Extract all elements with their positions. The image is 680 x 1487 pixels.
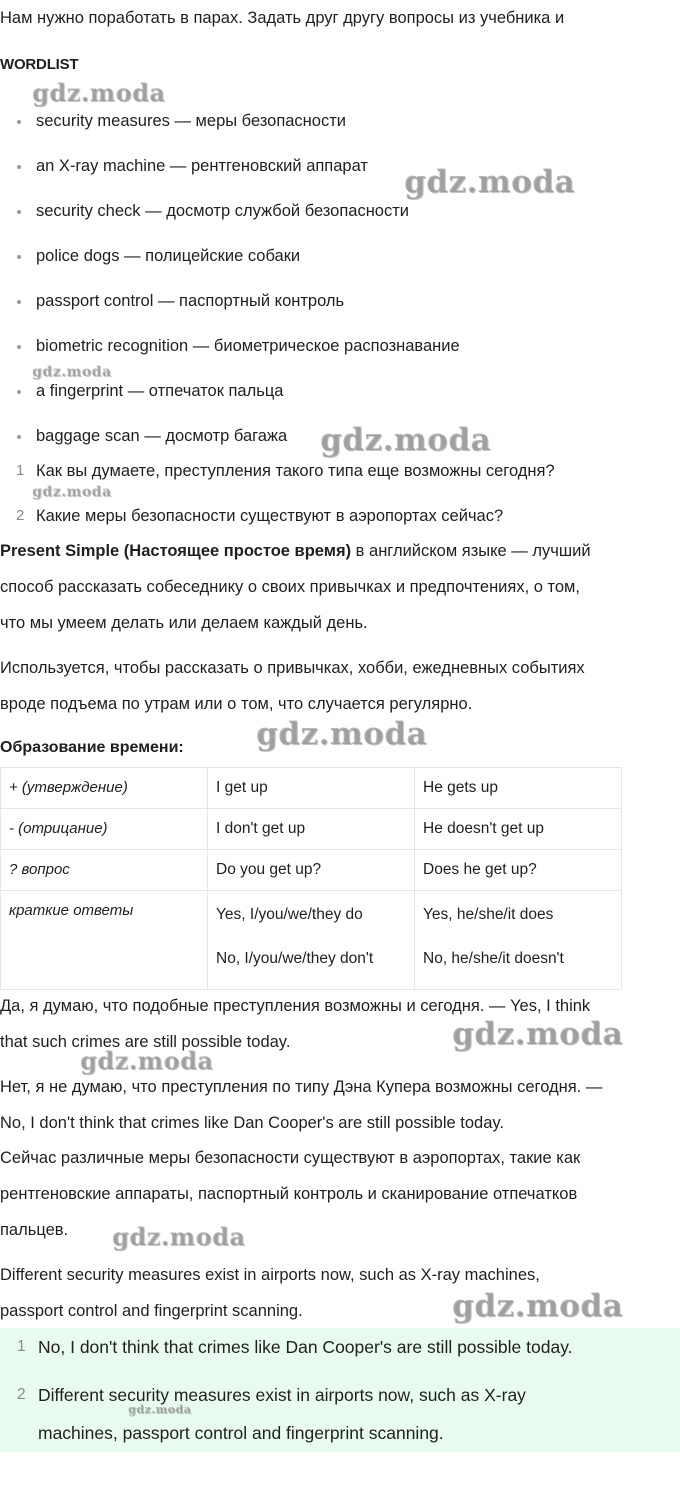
watermark: gdz.moda: [32, 78, 166, 107]
answer-text: пальцев.: [0, 1221, 69, 1239]
answer-box-text: [38, 1328, 573, 1366]
table-row-label: ? вопрос: [1, 850, 208, 891]
wordlist-item-text: passport control — паспортный контроль: [36, 292, 345, 310]
wordlist-item: [0, 289, 680, 313]
question-number: 1: [16, 462, 25, 479]
answer-text: Нет, я не думаю, что преступления по типу Дэна Купера возможны сегодня. —: [0, 1078, 603, 1096]
wordlist-item-text: a fingerprint — отпечаток пальца: [36, 382, 284, 400]
answer-text: Different security measures exist in airports now, such as X-ray machines,: [0, 1266, 540, 1284]
answer-paragraph: [0, 1140, 680, 1248]
watermark: gdz.moda: [452, 1016, 623, 1052]
table-row-label: + (утверждение): [1, 768, 208, 809]
watermark: gdz.moda: [256, 716, 427, 752]
table-row-label: краткие ответы: [1, 891, 208, 990]
wordlist-item-text: an X-ray machine — рентгеновский аппарат: [36, 157, 368, 175]
present-simple-text: в английском языке — лучший: [351, 542, 591, 560]
bullet-icon: [17, 255, 21, 259]
answer-box-line: No, I don't think that crimes like Dan Cooper's are still possible today.: [38, 1337, 573, 1357]
answer-text: passport control and fingerprint scanning.: [0, 1302, 303, 1320]
bullet-icon: [17, 210, 21, 214]
question-number: 2: [16, 507, 25, 524]
watermark: gdz.moda: [320, 422, 491, 458]
answer-box-text: [38, 1376, 526, 1452]
question-text: Как вы думаете, преступления такого типа еще возможны сегодня?: [36, 462, 555, 480]
wordlist-item-text: police dogs — полицейские собаки: [36, 247, 301, 265]
wordlist-item: [0, 334, 680, 358]
wordlist-item: [0, 244, 680, 268]
answer-number: 2: [17, 1386, 26, 1403]
table-cell: Do you get up?: [208, 850, 415, 891]
table-cell-line: Yes, he/she/it does: [423, 906, 554, 923]
answer-text: that such crimes are still possible today.: [0, 1033, 291, 1051]
formation-heading: Образование времени:: [0, 739, 184, 756]
watermark: gdz.moda: [32, 484, 112, 500]
table-cell-line: No, I/you/we/they don't: [216, 950, 374, 967]
wordlist-item-text: baggage scan — досмотр багажа: [36, 427, 288, 445]
present-simple-text: что мы умеем делать или делаем каждый день.: [0, 614, 368, 632]
table-cell: He gets up: [415, 768, 622, 809]
table-row: [1, 768, 622, 809]
wordlist-item: [0, 199, 680, 223]
answer-text: Сейчас различные меры безопасности существуют в аэропортах, такие как: [0, 1149, 581, 1167]
answer-number: 1: [17, 1338, 26, 1355]
usage-text: Используется, чтобы рассказать о привычках, хобби, ежедневных событиях: [0, 659, 585, 677]
table-row: [1, 809, 622, 850]
grammar-table: [0, 767, 622, 990]
watermark: gdz.moda: [112, 1222, 246, 1251]
table-cell: [208, 891, 415, 990]
present-simple-term: Present Simple (Настоящее простое время): [0, 542, 352, 560]
watermark: gdz.moda: [452, 1288, 623, 1324]
table-cell: I don't get up: [208, 809, 415, 850]
watermark: gdz.moda: [128, 1403, 192, 1416]
table-cell-line: Yes, I/you/we/they do: [216, 906, 363, 923]
watermark: gdz.moda: [32, 364, 112, 380]
answer-text: No, I don't think that crimes like Dan Cooper's are still possible today.: [0, 1114, 504, 1132]
answer-box-line: Different security measures exist in airports now, such as X-ray: [38, 1385, 526, 1405]
intro-text: Нам нужно поработать в парах. Задать друг другу вопросы из учебника и: [0, 9, 565, 27]
table-row: [1, 850, 622, 891]
watermark: gdz.moda: [80, 1046, 214, 1075]
table-cell: I get up: [208, 768, 415, 809]
watermark: gdz.moda: [404, 164, 575, 200]
table-cell: [415, 891, 622, 990]
question-item: [0, 504, 680, 528]
wordlist-item: [0, 154, 680, 178]
table-cell-line: No, he/she/it doesn't: [423, 950, 564, 967]
table-cell: He doesn't get up: [415, 809, 622, 850]
question-text: Какие меры безопасности существуют в аэропортах сейчас?: [36, 507, 504, 525]
present-simple-paragraph: [0, 533, 680, 641]
wordlist-heading: WORDLIST: [0, 56, 79, 73]
answer-text: Да, я думаю, что подобные преступления возможны и сегодня. — Yes, I think: [0, 997, 591, 1015]
question-item: [0, 459, 680, 483]
wordlist-item-text: security measures — меры безопасности: [36, 112, 346, 130]
usage-paragraph: [0, 650, 680, 722]
answer-paragraph: [0, 1069, 680, 1141]
bullet-icon: [17, 345, 21, 349]
table-row-label: - (отрицание): [1, 809, 208, 850]
usage-text: вроде подъема по утрам или о том, что случается регулярно.: [0, 695, 473, 713]
bullet-icon: [17, 165, 21, 169]
table-cell: Does he get up?: [415, 850, 622, 891]
bullet-icon: [17, 435, 21, 439]
wordlist-item-text: security check — досмотр службой безопасности: [36, 202, 410, 220]
bullet-icon: [17, 120, 21, 124]
wordlist-item: [0, 109, 680, 133]
table-row: [1, 891, 622, 990]
wordlist-item-text: biometric recognition — биометрическое распознавание: [36, 337, 460, 355]
answer-text: рентгеновские аппараты, паспортный контроль и сканирование отпечатков: [0, 1185, 578, 1203]
bullet-icon: [17, 390, 21, 394]
answer-box-line: machines, passport control and fingerprint scanning.: [38, 1423, 444, 1443]
wordlist-item: [0, 379, 680, 403]
bullet-icon: [17, 300, 21, 304]
present-simple-text: способ рассказать собеседнику о своих привычках и предпочтениях, о том,: [0, 578, 580, 596]
